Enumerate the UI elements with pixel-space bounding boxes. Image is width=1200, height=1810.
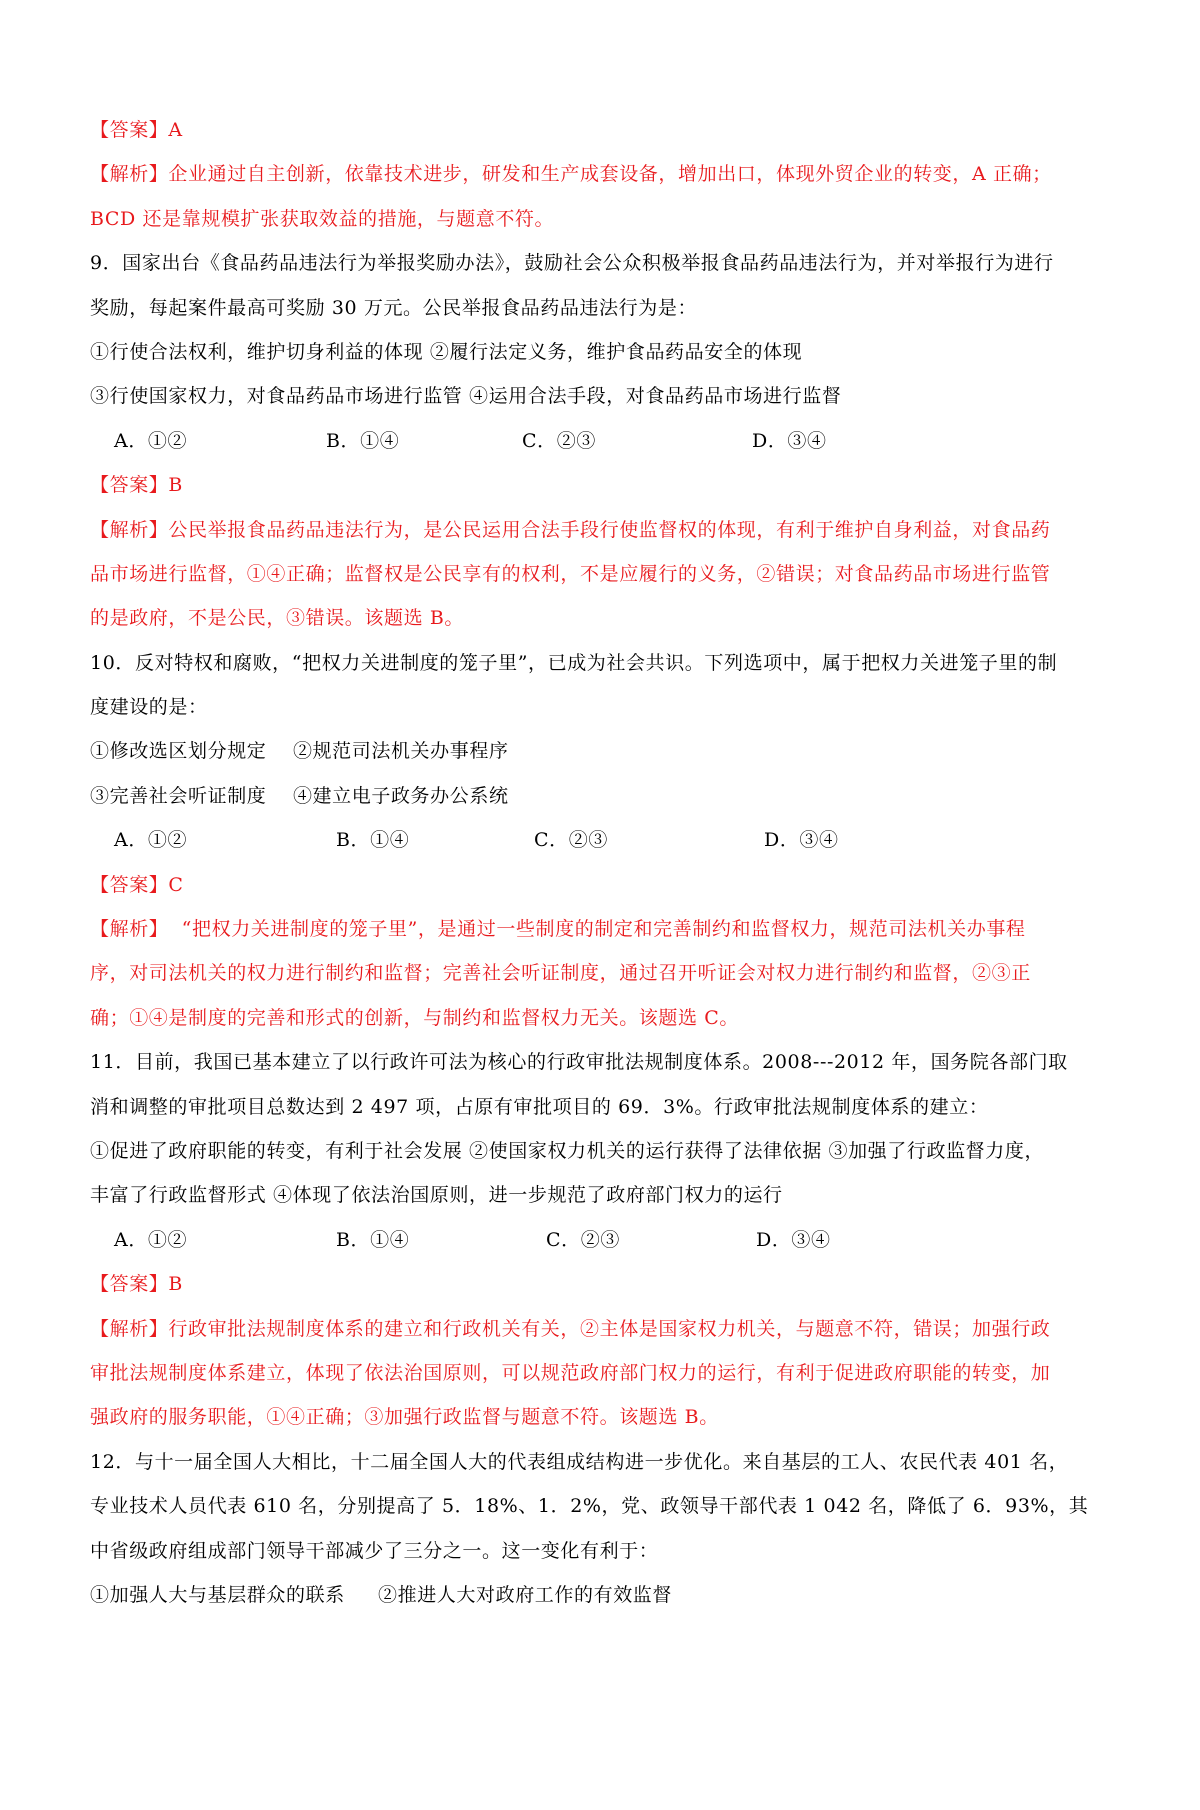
answer-tag: 【答案】 bbox=[90, 474, 169, 497]
q10-stem: 度建设的是： bbox=[90, 696, 208, 719]
q11-analysis-line bbox=[90, 1307, 1080, 1351]
q11-analysis-line: 强政府的服务职能，①④正确；③加强行政监督与题意不符。该题选 B。 bbox=[90, 1406, 719, 1429]
q9-analysis-line bbox=[90, 508, 1080, 552]
answer-value: B bbox=[168, 474, 183, 497]
analysis-text: 企业通过自主创新，依靠技术进步，研发和生产成套设备，增加出口，体现外贸企业的转变，A 正确； bbox=[168, 163, 1052, 186]
q12-stem: 12．与十一届全国人大相比，十二届全国人大的代表组成结构进一步优化。来自基层的工人、农民代表 401 名， bbox=[90, 1450, 1069, 1473]
analysis-text: “把权力关进制度的笼子里”，是通过一些制度的制定和完善制约和监督权力，规范司法机关办事程 bbox=[168, 918, 1026, 941]
q10-statement: ①修改选区划分规定 ②规范司法机关办事程序 bbox=[90, 740, 509, 763]
q9-statement: ③行使国家权力，对食品药品市场进行监管 ④运用合法手段，对食品药品市场进行监督 bbox=[90, 385, 842, 408]
q11-statement: 丰富了行政监督形式 ④体现了依法治国原则，进一步规范了政府部门权力的运行 bbox=[90, 1184, 783, 1207]
q9-statement: ①行使合法权利，维护切身利益的体现 ②履行法定义务，维护食品药品安全的体现 bbox=[90, 340, 803, 363]
answer-tag: 【答案】 bbox=[90, 119, 169, 141]
q9-stem: 9．国家出台《食品药品违法行为举报奖励办法》，鼓励社会公众积极举报食品药品违法行为，并对举报行为进行 bbox=[90, 252, 1054, 275]
option-a: A．①② bbox=[114, 829, 188, 852]
q8-answer bbox=[90, 108, 1080, 152]
exam-page bbox=[90, 108, 1089, 1617]
option-c: C．②③ bbox=[546, 1228, 620, 1251]
q10-analysis-line: 序，对司法机关的权力进行制约和监督；完善社会听证制度，通过召开听证会对权力进行制约和监督，②③正 bbox=[90, 962, 1031, 985]
answer-value: C bbox=[168, 873, 184, 896]
q10-answer bbox=[90, 863, 1080, 907]
q10-statement: ③完善社会听证制度 ④建立电子政务办公系统 bbox=[90, 784, 509, 807]
q9-answer bbox=[90, 463, 1080, 507]
q11-statement: ①促进了政府职能的转变，有利于社会发展 ②使国家权力机关的运行获得了法律依据 ③加强了行政监督力度， bbox=[90, 1139, 1045, 1162]
q11-analysis-line: 审批法规制度体系建立，体现了依法治国原则，可以规范政府部门权力的运行，有利于促进政府职能的转变，加 bbox=[90, 1361, 1051, 1384]
analysis-tag: 【解析】 bbox=[90, 163, 169, 186]
option-d: D．③④ bbox=[764, 829, 839, 852]
q10-options bbox=[90, 818, 1080, 862]
q12-stem: 专业技术人员代表 610 名，分别提高了 5．18%、1．2%，党、政领导干部代表 1 042 名，降低了 6．93%，其 bbox=[90, 1495, 1089, 1518]
q12-statement: ①加强人大与基层群众的联系 ②推进人大对政府工作的有效监督 bbox=[90, 1583, 672, 1606]
analysis-tag: 【解析】 bbox=[90, 1317, 169, 1340]
option-b: B．①④ bbox=[326, 429, 400, 452]
option-b: B．①④ bbox=[336, 829, 410, 852]
answer-value: B bbox=[168, 1273, 183, 1296]
option-b: B．①④ bbox=[336, 1228, 410, 1251]
option-a: A．①② bbox=[114, 429, 188, 452]
q11-answer bbox=[90, 1262, 1080, 1306]
option-d: D．③④ bbox=[756, 1228, 831, 1251]
answer-tag: 【答案】 bbox=[90, 1273, 169, 1296]
q10-analysis-line: 确；①④是制度的完善和形式的创新，与制约和监督权力无关。该题选 C。 bbox=[90, 1006, 739, 1029]
option-a: A．①② bbox=[114, 1228, 188, 1251]
analysis-tag: 【解析】 bbox=[90, 518, 169, 541]
option-c: C．②③ bbox=[522, 429, 596, 452]
analysis-tag: 【解析】 bbox=[90, 918, 169, 941]
q9-analysis-line: 的是政府，不是公民，③错误。该题选 B。 bbox=[90, 607, 465, 630]
analysis-text: 行政审批法规制度体系的建立和行政机关有关，②主体是国家权力机关，与题意不符，错误；加强行政 bbox=[168, 1317, 1051, 1340]
q8-analysis-line bbox=[90, 152, 1080, 196]
option-d: D．③④ bbox=[752, 429, 827, 452]
q12-stem: 中省级政府组成部门领导干部减少了三分之一。这一变化有利于： bbox=[90, 1539, 659, 1562]
q11-stem: 11．目前，我国已基本建立了以行政许可法为核心的行政审批法规制度体系。2008---2012 年，国务院各部门取 bbox=[90, 1051, 1068, 1074]
q9-options bbox=[90, 419, 1080, 463]
q8-analysis-line: BCD 还是靠规模扩张获取效益的措施，与题意不符。 bbox=[90, 207, 555, 230]
q9-stem: 奖励，每起案件最高可奖励 30 万元。公民举报食品药品违法行为是： bbox=[90, 296, 698, 319]
answer-value: A bbox=[168, 119, 183, 141]
option-c: C．②③ bbox=[534, 829, 608, 852]
answer-tag: 【答案】 bbox=[90, 873, 169, 896]
analysis-text: 公民举报食品药品违法行为，是公民运用合法手段行使监督权的体现，有利于维护自身利益，对食品药 bbox=[168, 518, 1051, 541]
q10-stem: 10．反对特权和腐败，“把权力关进制度的笼子里”，已成为社会共识。下列选项中，属于把权力关进笼子里的制 bbox=[90, 651, 1058, 674]
q11-stem: 消和调整的审批项目总数达到 2 497 项，占原有审批项目的 69．3%。行政审批法规制度体系的建立： bbox=[90, 1095, 989, 1118]
q11-options bbox=[90, 1218, 1080, 1262]
q10-analysis-line bbox=[90, 907, 1080, 951]
q9-analysis-line: 品市场进行监督，①④正确；监督权是公民享有的权利，不是应履行的义务，②错误；对食品药品市场进行监管 bbox=[90, 562, 1051, 585]
